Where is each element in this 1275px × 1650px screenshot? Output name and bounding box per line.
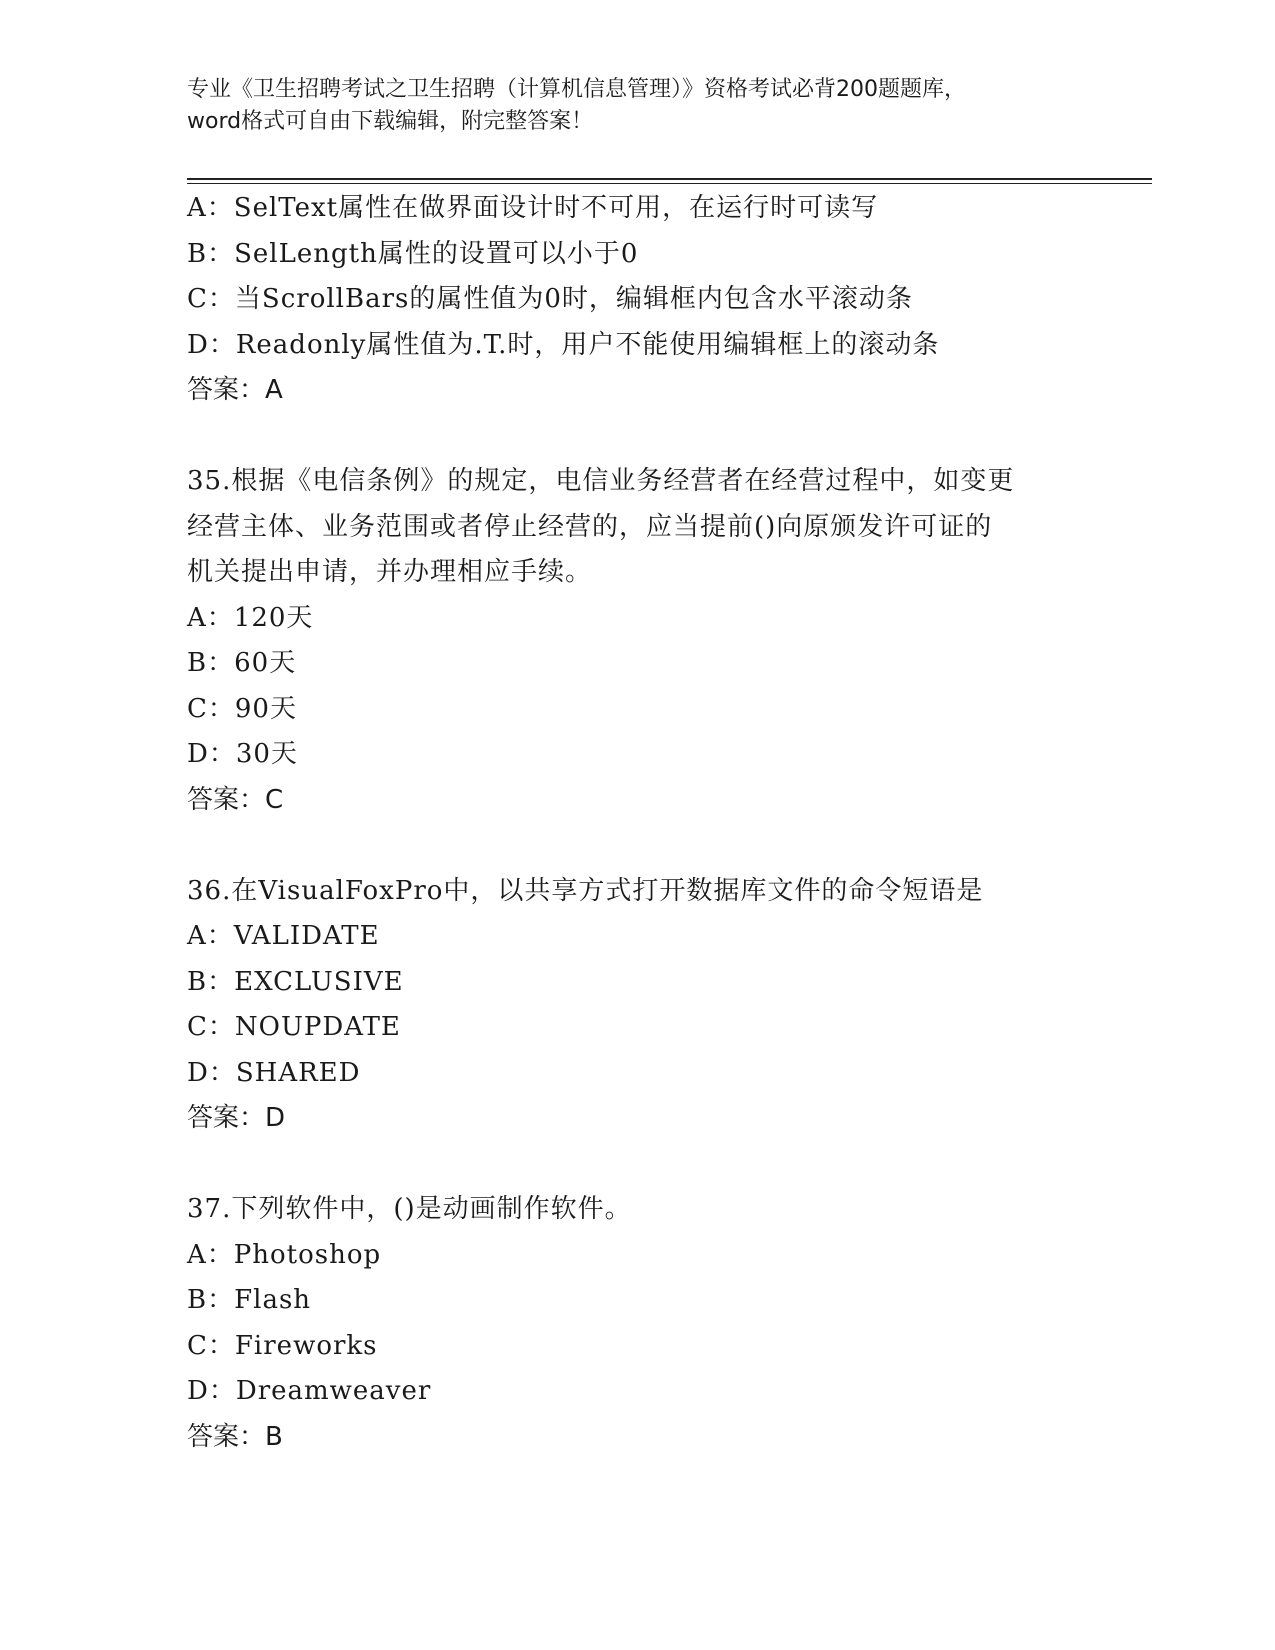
spacer bbox=[187, 823, 1087, 869]
question-list bbox=[187, 186, 1087, 1460]
option-a: A：Photoshop bbox=[187, 1239, 382, 1270]
option-b: B：60天 bbox=[187, 648, 297, 678]
question-stem-line: 36.在VisualFoxPro中，以共享方式打开数据库文件的命令短语是 bbox=[187, 875, 984, 906]
option-c: C：当ScrollBars的属性值为0时，编辑框内包含水平滚动条 bbox=[187, 284, 913, 314]
option-d: D：Dreamweaver bbox=[187, 1376, 432, 1406]
spacer bbox=[187, 1142, 1087, 1188]
question-36 bbox=[187, 869, 1087, 1142]
option-b: B：Flash bbox=[187, 1285, 312, 1315]
question-stem-line: 经营主体、业务范围或者停止经营的，应当提前()向原颁发许可证的 bbox=[187, 511, 993, 542]
option-a: A：SelText属性在做界面设计时不可用，在运行时可读写 bbox=[187, 193, 879, 223]
answer: 答案：D bbox=[187, 1103, 286, 1133]
option-b: B：EXCLUSIVE bbox=[187, 966, 404, 997]
document-header bbox=[187, 74, 1087, 138]
answer: 答案：C bbox=[187, 784, 284, 815]
question-stem-line: 机关提出申请，并办理相应手续。 bbox=[187, 557, 593, 587]
answer: 答案：A bbox=[187, 375, 283, 405]
spacer bbox=[187, 414, 1087, 460]
question-stem-line: 37.下列软件中，()是动画制作软件。 bbox=[187, 1194, 632, 1224]
option-b: B：SelLength属性的设置可以小于0 bbox=[187, 238, 639, 269]
question-34 bbox=[187, 186, 1087, 414]
option-d: D：Readonly属性值为.T.时，用户不能使用编辑框上的滚动条 bbox=[187, 329, 940, 360]
answer: 答案：B bbox=[187, 1421, 283, 1452]
option-a: A：120天 bbox=[187, 602, 314, 633]
option-c: C：90天 bbox=[187, 693, 297, 724]
option-d: D：SHARED bbox=[187, 1057, 361, 1088]
option-c: C：NOUPDATE bbox=[187, 1012, 401, 1042]
question-35 bbox=[187, 459, 1087, 823]
header-divider-thick bbox=[187, 178, 1152, 180]
header-title-line-1: 专业《卫生招聘考试之卫生招聘（计算机信息管理）》资格考试必背200题题库， bbox=[187, 77, 966, 102]
header-divider-thin bbox=[187, 183, 1152, 184]
question-stem-line: 35.根据《电信条例》的规定，电信业务经营者在经营过程中，如变更 bbox=[187, 466, 1015, 496]
option-a: A：VALIDATE bbox=[187, 921, 380, 951]
question-37 bbox=[187, 1187, 1087, 1460]
option-c: C：Fireworks bbox=[187, 1330, 378, 1361]
header-title-line-2: word格式可自由下载编辑，附完整答案！ bbox=[187, 109, 594, 134]
option-d: D：30天 bbox=[187, 739, 298, 769]
